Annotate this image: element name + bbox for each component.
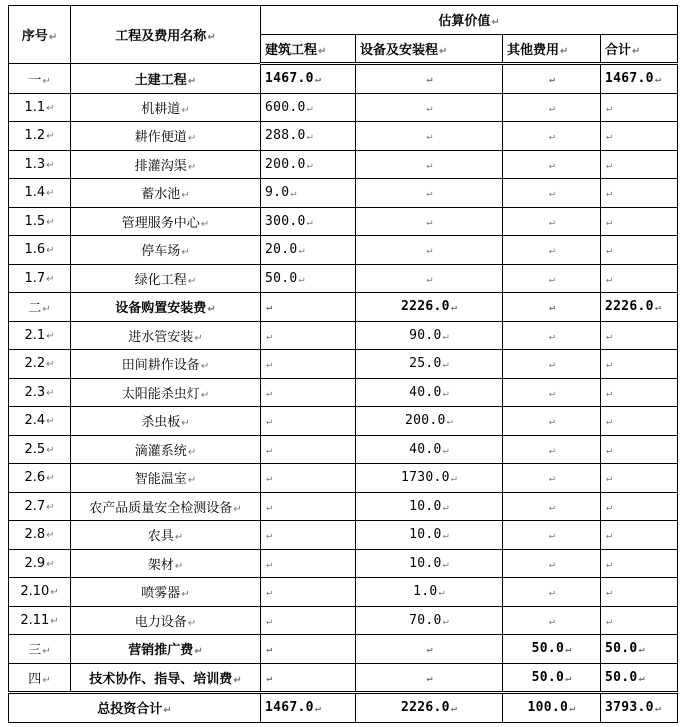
row-name: 杀虫板↵ xyxy=(71,407,261,436)
row-other: ↵ xyxy=(503,378,601,407)
row-total: ↵ xyxy=(601,521,678,550)
row-name: 管理服务中心↵ xyxy=(71,207,261,236)
header-building: 建筑工程↵ xyxy=(261,34,356,64)
table-row xyxy=(9,549,678,578)
row-building: 200.0↵ xyxy=(261,150,356,179)
header-seq: 序号↵ xyxy=(9,6,71,64)
row-name: 架材↵ xyxy=(71,549,261,578)
table-row xyxy=(9,606,678,635)
row-name: 设备购置安装费↵ xyxy=(71,293,261,322)
grand-total-other: 100.0↵ xyxy=(503,693,601,723)
table-row xyxy=(9,378,678,407)
row-equipment: ↵ xyxy=(356,150,503,179)
row-building: ↵ xyxy=(261,378,356,407)
row-total: ↵ xyxy=(601,435,678,464)
row-total: ↵ xyxy=(601,321,678,350)
row-building: ↵ xyxy=(261,350,356,379)
row-equipment: ↵ xyxy=(356,236,503,265)
row-total: ↵ xyxy=(601,122,678,151)
row-equipment: 200.0↵ xyxy=(356,407,503,436)
row-building: ↵ xyxy=(261,293,356,322)
row-seq: 2.1↵ xyxy=(9,321,71,350)
row-other: ↵ xyxy=(503,293,601,322)
row-equipment: 25.0↵ xyxy=(356,350,503,379)
row-seq: 2.6↵ xyxy=(9,464,71,493)
row-name: 土建工程↵ xyxy=(71,64,261,94)
row-building: 288.0↵ xyxy=(261,122,356,151)
table-row xyxy=(9,293,678,322)
row-other: ↵ xyxy=(503,350,601,379)
row-equipment: 40.0↵ xyxy=(356,435,503,464)
row-building: 9.0↵ xyxy=(261,179,356,208)
row-seq: 2.9↵ xyxy=(9,549,71,578)
row-other: ↵ xyxy=(503,606,601,635)
row-total: ↵ xyxy=(601,207,678,236)
row-other: ↵ xyxy=(503,207,601,236)
row-total: ↵ xyxy=(601,264,678,293)
row-total: ↵ xyxy=(601,606,678,635)
row-building: ↵ xyxy=(261,521,356,550)
header-row-1 xyxy=(9,6,678,35)
row-other: ↵ xyxy=(503,521,601,550)
table-row xyxy=(9,179,678,208)
row-equipment: ↵ xyxy=(356,64,503,94)
row-seq: 一↵ xyxy=(9,64,71,94)
row-equipment: ↵ xyxy=(356,264,503,293)
table-row xyxy=(9,207,678,236)
header-other: 其他费用↵ xyxy=(503,34,601,64)
row-equipment: ↵ xyxy=(356,663,503,693)
row-building: 1467.0↵ xyxy=(261,64,356,94)
grand-total-total: 3793.0↵ xyxy=(601,693,678,723)
row-total: 50.0↵ xyxy=(601,635,678,664)
row-total: 1467.0↵ xyxy=(601,64,678,94)
row-name: 农产品质量安全检测设备↵ xyxy=(71,492,261,521)
row-building: ↵ xyxy=(261,407,356,436)
row-total: ↵ xyxy=(601,578,678,607)
row-name: 蓄水池↵ xyxy=(71,179,261,208)
row-name: 喷雾器↵ xyxy=(71,578,261,607)
row-seq: 二↵ xyxy=(9,293,71,322)
row-other: ↵ xyxy=(503,578,601,607)
row-equipment: ↵ xyxy=(356,122,503,151)
row-other: ↵ xyxy=(503,179,601,208)
row-equipment: 10.0↵ xyxy=(356,521,503,550)
row-seq: 1.5↵ xyxy=(9,207,71,236)
header-equipment: 设备及安装程↵ xyxy=(356,34,503,64)
row-seq: 1.4↵ xyxy=(9,179,71,208)
row-total: 50.0↵ xyxy=(601,663,678,693)
header-estimate: 估算价值↵ xyxy=(261,6,678,35)
row-seq: 2.10↵ xyxy=(9,578,71,607)
row-other: ↵ xyxy=(503,492,601,521)
grand-total-row xyxy=(9,693,678,723)
row-seq: 2.2↵ xyxy=(9,350,71,379)
row-name: 农具↵ xyxy=(71,521,261,550)
row-seq: 1.3↵ xyxy=(9,150,71,179)
row-other: ↵ xyxy=(503,435,601,464)
investment-estimate-table xyxy=(8,5,678,723)
table-row xyxy=(9,264,678,293)
row-total: ↵ xyxy=(601,93,678,122)
row-other: ↵ xyxy=(503,236,601,265)
table-row xyxy=(9,64,678,94)
row-seq: 1.6↵ xyxy=(9,236,71,265)
table-row xyxy=(9,635,678,664)
row-total: ↵ xyxy=(601,407,678,436)
row-seq: 2.4↵ xyxy=(9,407,71,436)
header-name: 工程及费用名称↵ xyxy=(71,6,261,64)
row-name: 田间耕作设备↵ xyxy=(71,350,261,379)
row-seq: 2.8↵ xyxy=(9,521,71,550)
row-seq: 2.5↵ xyxy=(9,435,71,464)
row-building: 20.0↵ xyxy=(261,236,356,265)
row-building: 50.0↵ xyxy=(261,264,356,293)
row-total: ↵ xyxy=(601,549,678,578)
row-building: ↵ xyxy=(261,492,356,521)
row-equipment: 90.0↵ xyxy=(356,321,503,350)
row-name: 技术协作、指导、培训费↵ xyxy=(71,663,261,693)
table-row xyxy=(9,93,678,122)
row-total: ↵ xyxy=(601,492,678,521)
row-name: 机耕道↵ xyxy=(71,93,261,122)
grand-total-label: 总投资合计↵ xyxy=(9,693,261,723)
row-equipment: 1.0↵ xyxy=(356,578,503,607)
row-other: ↵ xyxy=(503,93,601,122)
row-equipment: 2226.0↵ xyxy=(356,293,503,322)
table-row xyxy=(9,521,678,550)
row-seq: 2.11↵ xyxy=(9,606,71,635)
row-building: 600.0↵ xyxy=(261,93,356,122)
grand-total-equipment: 2226.0↵ xyxy=(356,693,503,723)
row-equipment: ↵ xyxy=(356,635,503,664)
row-other: ↵ xyxy=(503,150,601,179)
row-seq: 2.3↵ xyxy=(9,378,71,407)
row-building: ↵ xyxy=(261,663,356,693)
row-building: ↵ xyxy=(261,606,356,635)
row-total: ↵ xyxy=(601,378,678,407)
row-name: 营销推广费↵ xyxy=(71,635,261,664)
table-row xyxy=(9,492,678,521)
row-total: 2226.0↵ xyxy=(601,293,678,322)
row-total: ↵ xyxy=(601,150,678,179)
row-equipment: 10.0↵ xyxy=(356,492,503,521)
row-name: 滴灌系统↵ xyxy=(71,435,261,464)
row-name: 绿化工程↵ xyxy=(71,264,261,293)
row-seq: 2.7↵ xyxy=(9,492,71,521)
table-row xyxy=(9,122,678,151)
row-other: ↵ xyxy=(503,321,601,350)
row-name: 电力设备↵ xyxy=(71,606,261,635)
row-equipment: 1730.0↵ xyxy=(356,464,503,493)
row-seq: 1.7↵ xyxy=(9,264,71,293)
table-row xyxy=(9,236,678,265)
table-row xyxy=(9,578,678,607)
row-other: ↵ xyxy=(503,549,601,578)
row-total: ↵ xyxy=(601,236,678,265)
row-seq: 1.1↵ xyxy=(9,93,71,122)
row-other: ↵ xyxy=(503,464,601,493)
row-name: 进水管安装↵ xyxy=(71,321,261,350)
row-other: 50.0↵ xyxy=(503,663,601,693)
row-building: ↵ xyxy=(261,549,356,578)
row-equipment: ↵ xyxy=(356,207,503,236)
row-other: ↵ xyxy=(503,264,601,293)
row-building: ↵ xyxy=(261,321,356,350)
table-row xyxy=(9,150,678,179)
row-building: ↵ xyxy=(261,464,356,493)
row-equipment: 40.0↵ xyxy=(356,378,503,407)
table-row xyxy=(9,663,678,693)
row-building: ↵ xyxy=(261,435,356,464)
table-row xyxy=(9,321,678,350)
row-equipment: 10.0↵ xyxy=(356,549,503,578)
row-building: ↵ xyxy=(261,578,356,607)
row-name: 智能温室↵ xyxy=(71,464,261,493)
row-seq: 四↵ xyxy=(9,663,71,693)
row-other: ↵ xyxy=(503,407,601,436)
row-total: ↵ xyxy=(601,350,678,379)
row-other: 50.0↵ xyxy=(503,635,601,664)
row-name: 耕作便道↵ xyxy=(71,122,261,151)
row-equipment: ↵ xyxy=(356,93,503,122)
row-total: ↵ xyxy=(601,179,678,208)
table-row xyxy=(9,350,678,379)
row-name: 停车场↵ xyxy=(71,236,261,265)
row-other: ↵ xyxy=(503,64,601,94)
table-row xyxy=(9,435,678,464)
row-name: 太阳能杀虫灯↵ xyxy=(71,378,261,407)
row-building: 300.0↵ xyxy=(261,207,356,236)
row-other: ↵ xyxy=(503,122,601,151)
table-row xyxy=(9,464,678,493)
table-row xyxy=(9,407,678,436)
row-seq: 三↵ xyxy=(9,635,71,664)
row-seq: 1.2↵ xyxy=(9,122,71,151)
row-total: ↵ xyxy=(601,464,678,493)
grand-total-building: 1467.0↵ xyxy=(261,693,356,723)
row-equipment: 70.0↵ xyxy=(356,606,503,635)
row-name: 排灌沟渠↵ xyxy=(71,150,261,179)
header-total: 合计↵ xyxy=(601,34,678,64)
row-equipment: ↵ xyxy=(356,179,503,208)
row-building: ↵ xyxy=(261,635,356,664)
